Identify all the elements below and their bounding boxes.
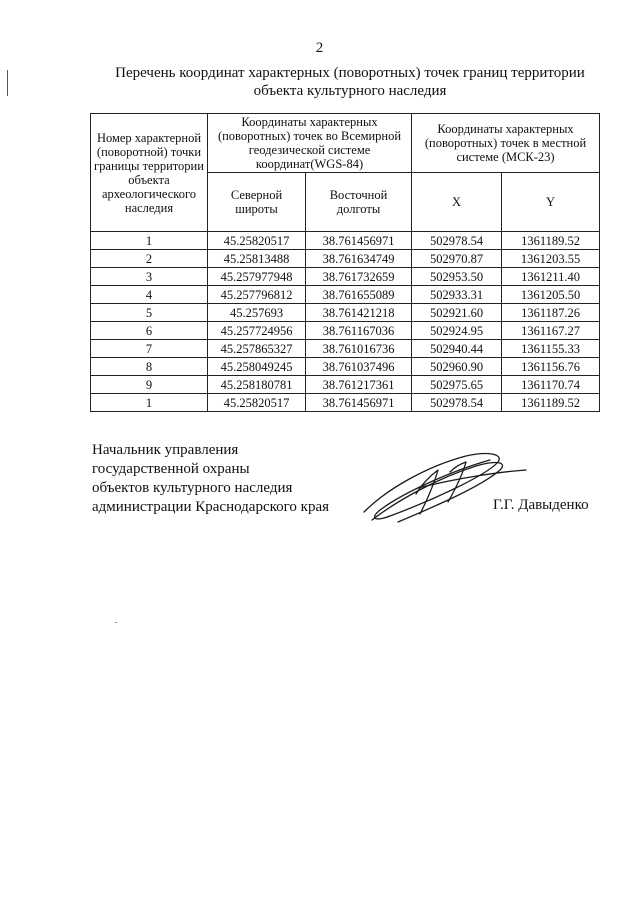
cell-point-number: 7	[91, 340, 208, 358]
table-row	[91, 268, 600, 286]
cell-y: 1361189.52	[502, 232, 600, 250]
cell-longitude: 38.761421218	[306, 304, 412, 322]
cell-latitude: 45.258049245	[208, 358, 306, 376]
coordinates-table	[90, 113, 600, 412]
cell-y: 1361205.50	[502, 286, 600, 304]
table-row	[91, 358, 600, 376]
title-line-1: Перечень координат характерных (поворотных) точек границ территории	[115, 65, 585, 81]
table-row	[91, 304, 600, 322]
cell-x: 502924.95	[412, 322, 502, 340]
cell-point-number: 1	[91, 232, 208, 250]
cell-longitude: 38.761167036	[306, 322, 412, 340]
cell-longitude: 38.761217361	[306, 376, 412, 394]
cell-latitude: 45.257724956	[208, 322, 306, 340]
signatory-line-1: Начальник управления	[92, 442, 239, 458]
cell-point-number: 9	[91, 376, 208, 394]
cell-x: 502975.65	[412, 376, 502, 394]
cell-y: 1361167.27	[502, 322, 600, 340]
cell-x: 502970.87	[412, 250, 502, 268]
cell-point-number: 8	[91, 358, 208, 376]
cell-longitude: 38.761732659	[306, 268, 412, 286]
header-east-longitude: Восточной долготы	[306, 173, 412, 232]
cell-x: 502978.54	[412, 394, 502, 412]
cell-x: 502921.60	[412, 304, 502, 322]
table-row	[91, 322, 600, 340]
header-y: Y	[502, 173, 600, 232]
cell-longitude: 38.761456971	[306, 394, 412, 412]
cell-x: 502933.31	[412, 286, 502, 304]
cell-latitude: 45.257796812	[208, 286, 306, 304]
cell-point-number: 1	[91, 394, 208, 412]
cell-x: 502940.44	[412, 340, 502, 358]
table-row	[91, 232, 600, 250]
cell-y: 1361189.52	[502, 394, 600, 412]
signatory-position	[92, 441, 329, 517]
header-wgs84: Координаты характерных (поворотных) точек во Всемирной геодезической системе координат(WGS-84)	[208, 114, 412, 173]
header-point-number: Номер характерной (поворотной) точки границы территории объекта археологического наследия	[91, 114, 208, 232]
table-row	[91, 340, 600, 358]
cell-point-number: 6	[91, 322, 208, 340]
table-row	[91, 286, 600, 304]
speck	[115, 622, 117, 623]
cell-point-number: 3	[91, 268, 208, 286]
cell-longitude: 38.761016736	[306, 340, 412, 358]
cell-latitude: 45.25820517	[208, 232, 306, 250]
cell-latitude: 45.257693	[208, 304, 306, 322]
header-x: X	[412, 173, 502, 232]
table-row	[91, 394, 600, 412]
signatory-name: Г.Г. Давыденко	[493, 497, 589, 513]
signatory-line-4: администрации Краснодарского края	[92, 499, 330, 515]
cell-y: 1361170.74	[502, 376, 600, 394]
title-line-2: объекта культурного наследия	[253, 83, 447, 99]
cell-latitude: 45.25820517	[208, 394, 306, 412]
cell-y: 1361203.55	[502, 250, 600, 268]
cell-y: 1361187.26	[502, 304, 600, 322]
cell-latitude: 45.257977948	[208, 268, 306, 286]
table-row	[91, 376, 600, 394]
table-row	[91, 250, 600, 268]
header-north-latitude: Северной широты	[208, 173, 306, 232]
margin-mark	[7, 70, 8, 96]
cell-y: 1361156.76	[502, 358, 600, 376]
signatory-line-2: государственной охраны	[92, 461, 250, 477]
cell-point-number: 5	[91, 304, 208, 322]
page-number: 2	[315, 40, 324, 56]
cell-x: 502953.50	[412, 268, 502, 286]
header-msk23: Координаты характерных (поворотных) точек в местной системе (МСК-23)	[412, 114, 600, 173]
document-title	[60, 64, 639, 100]
cell-x: 502978.54	[412, 232, 502, 250]
cell-x: 502960.90	[412, 358, 502, 376]
signatory-line-3: объектов культурного наследия	[92, 480, 293, 496]
cell-longitude: 38.761037496	[306, 358, 412, 376]
cell-longitude: 38.761456971	[306, 232, 412, 250]
cell-latitude: 45.257865327	[208, 340, 306, 358]
cell-latitude: 45.25813488	[208, 250, 306, 268]
cell-longitude: 38.761655089	[306, 286, 412, 304]
cell-latitude: 45.258180781	[208, 376, 306, 394]
cell-point-number: 2	[91, 250, 208, 268]
cell-longitude: 38.761634749	[306, 250, 412, 268]
cell-y: 1361211.40	[502, 268, 600, 286]
cell-point-number: 4	[91, 286, 208, 304]
handwritten-signature	[358, 448, 528, 528]
table-header-row	[91, 114, 600, 173]
cell-y: 1361155.33	[502, 340, 600, 358]
